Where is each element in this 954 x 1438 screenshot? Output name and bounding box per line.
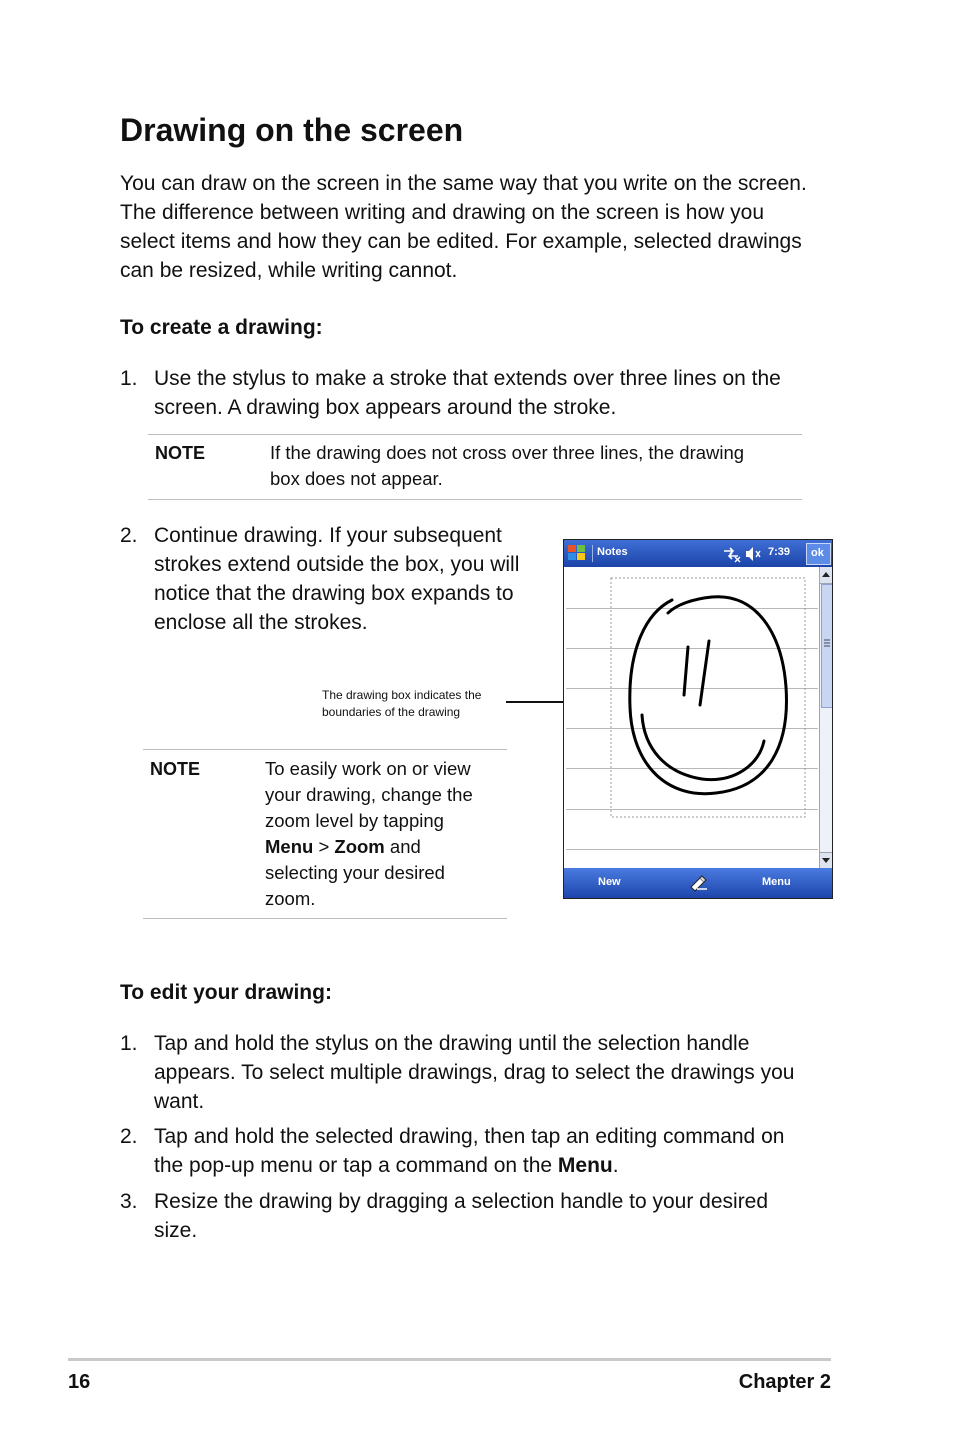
note-line: box does not appear.: [270, 468, 443, 489]
step-line: want.: [154, 1090, 205, 1113]
note-line: If the drawing does not cross over three lines, the drawing: [270, 442, 745, 463]
drawing-canvas[interactable]: [564, 567, 819, 868]
intro-line: select items and how they can be edited. For example, selected drawings: [120, 230, 802, 253]
step-line: size.: [154, 1219, 198, 1242]
app-title: Notes: [597, 546, 628, 558]
step-text: the pop-up menu or tap a command on the: [154, 1154, 558, 1177]
edit-step-1: [120, 1029, 840, 1119]
menu-term: Menu: [265, 836, 314, 857]
clock[interactable]: 7:39: [768, 546, 791, 558]
create-heading: To create a drawing:: [120, 316, 323, 339]
step-line: notice that the drawing box expands to: [154, 582, 514, 605]
step-number: 2.: [120, 1125, 138, 1148]
step-number: 1.: [120, 367, 138, 390]
ok-label: ok: [811, 547, 824, 559]
menu-softkey[interactable]: Menu: [762, 876, 791, 888]
step-line: Tap and hold the selected drawing, then tap an editing command on: [154, 1125, 785, 1148]
scroll-thumb[interactable]: [821, 584, 833, 708]
note-top-rule: [143, 749, 507, 750]
drawn-left-eye: [684, 647, 688, 695]
note-line: zoom level by tapping: [265, 810, 444, 831]
edit-step-2: [120, 1122, 840, 1182]
pda-title-bar: [564, 540, 832, 567]
scroll-down-arrow[interactable]: [820, 852, 832, 869]
pen-input-icon[interactable]: [688, 874, 710, 892]
drawn-smile: [642, 715, 764, 780]
intro-line: You can draw on the screen in the same way that you write on the screen.: [120, 172, 807, 195]
step-line: appears. To select multiple drawings, drag to select the drawings you: [154, 1061, 795, 1084]
note-bottom-rule: [143, 918, 507, 919]
note-line: selecting your desired: [265, 862, 445, 883]
create-step-2: [120, 521, 540, 641]
zoom-term: Zoom: [334, 836, 385, 857]
pda-menu-bar: [564, 868, 832, 898]
caption-line: The drawing box indicates the: [322, 688, 482, 702]
vertical-scrollbar[interactable]: [819, 567, 833, 868]
figure-caption: [322, 687, 507, 721]
new-softkey[interactable]: New: [598, 876, 621, 888]
drawn-right-eye: [700, 641, 709, 705]
connectivity-icon[interactable]: [722, 545, 742, 563]
step-line: Tap and hold the stylus on the drawing until the selection handle: [154, 1032, 750, 1055]
note-bottom-rule: [148, 499, 802, 500]
note-line: zoom.: [265, 888, 316, 909]
chapter-label: Chapter 2: [738, 1371, 831, 1393]
ok-button[interactable]: [806, 543, 831, 565]
note-line: [265, 834, 505, 860]
caption-line: boundaries of the drawing: [322, 705, 461, 719]
edit-heading: To edit your drawing:: [120, 981, 332, 1004]
gt-symbol: >: [313, 836, 335, 857]
step-number: 1.: [120, 1032, 138, 1055]
step-number: 3.: [120, 1190, 138, 1213]
step-line: Resize the drawing by dragging a selection handle to your desired: [154, 1190, 769, 1213]
menu-term: Menu: [557, 1154, 613, 1177]
note-top-rule: [148, 434, 802, 435]
scroll-up-arrow[interactable]: [820, 567, 832, 584]
intro-line: The difference between writing and drawing on the screen is how you: [120, 201, 764, 224]
note-text: [270, 440, 790, 492]
notes-screenshot: [563, 539, 833, 899]
step-text: .: [612, 1154, 619, 1177]
and-word: and: [384, 836, 421, 857]
step-line: strokes extend outside the box, you will: [154, 553, 520, 576]
note-label: NOTE: [150, 759, 201, 779]
step-line: screen. A drawing box appears around the stroke.: [154, 396, 617, 419]
drawing-box[interactable]: [611, 578, 805, 817]
edit-step-3: [120, 1187, 840, 1247]
volume-icon[interactable]: [744, 546, 762, 562]
windows-start-icon[interactable]: [567, 544, 587, 563]
intro-paragraph: [120, 169, 840, 285]
intro-line: can be resized, while writing cannot.: [120, 259, 458, 282]
step-line: Continue drawing. If your subsequent: [154, 524, 502, 547]
create-step-1: [120, 364, 820, 424]
footer-rule: [68, 1358, 831, 1361]
step-line: [154, 1151, 784, 1180]
step-line: Use the stylus to make a stroke that extends over three lines on the: [154, 367, 781, 390]
step-number: 2.: [120, 524, 138, 547]
note-text: [265, 756, 505, 912]
note-label: NOTE: [155, 443, 206, 463]
note-line: To easily work on or view: [265, 758, 471, 779]
drawn-face-outline: [630, 597, 787, 794]
title-separator: [592, 545, 593, 562]
page-number: 16: [68, 1371, 91, 1393]
step-line: enclose all the strokes.: [154, 611, 368, 634]
note-line: your drawing, change the: [265, 784, 473, 805]
page-title: Drawing on the screen: [120, 112, 464, 148]
